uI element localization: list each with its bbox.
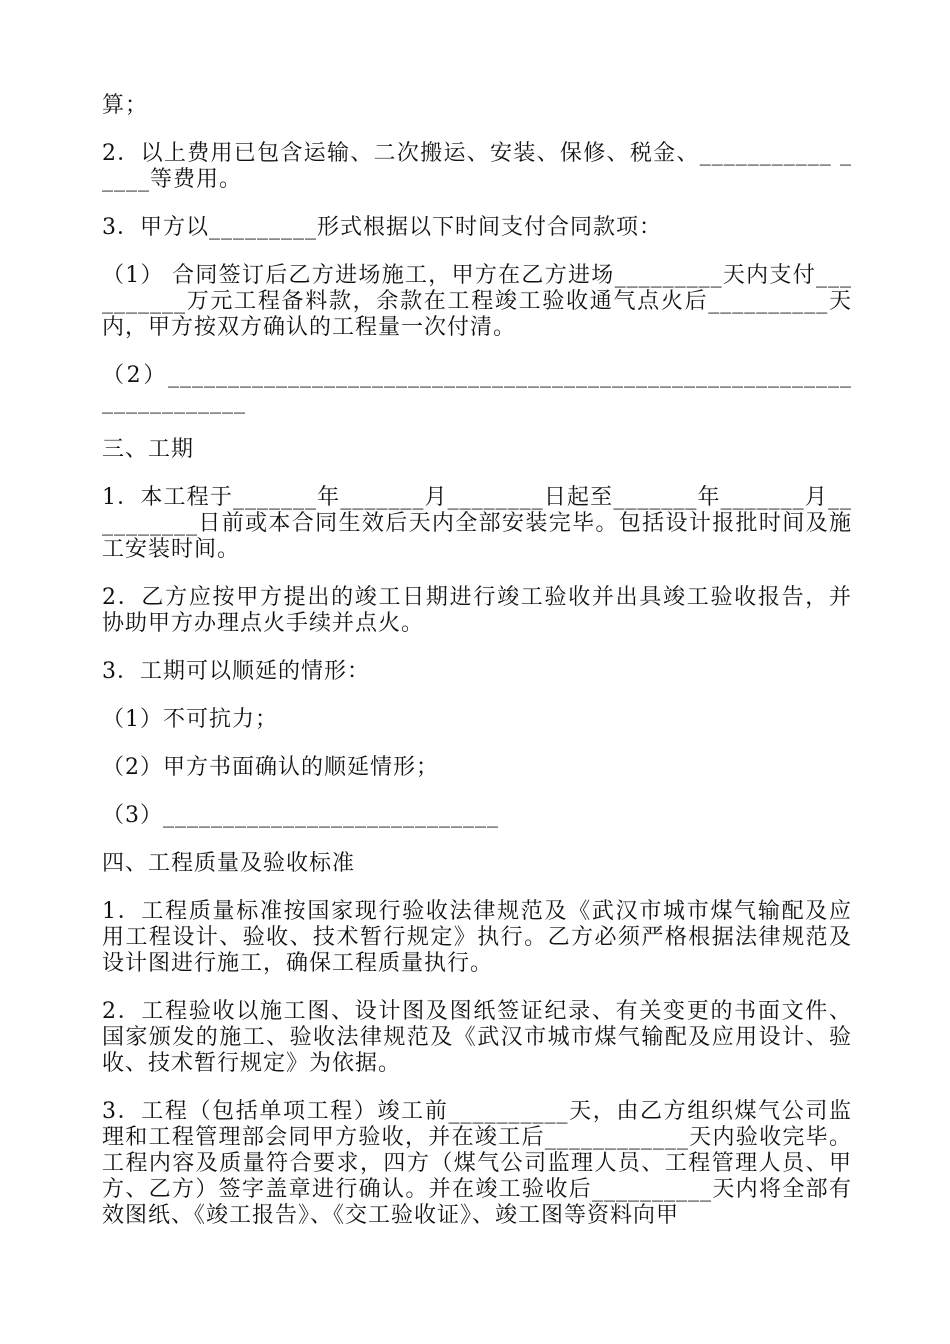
paragraph-quality-basis: 2．工程验收以施工图、设计图及图纸签证纪录、有关变更的书面文件、国家颁发的施工、验收法律规范及《武汉市城市煤气输配及应用设计、验收、技术暂行规定》为依据。 [102, 999, 852, 1076]
paragraph-extension-item-3: （3）____________________________ [102, 803, 499, 828]
paragraph-quality-inspection: 3．工程（包括单项工程）竣工前__________天，由乙方组织煤气公司监理和工程管理部会同甲方验收，并在竣工后____________天内验收完毕。工程内容及质量符合要求，四方（煤气公司监理人员、工程管理人员、甲方、乙方）签字盖章进行确认。并在竣工验收后__________天内将全部有效图纸、《竣工报告》、《交工验收证》、竣工图等资料向甲 [102, 1099, 852, 1228]
paragraph-schedule-extension: 3．工期可以顺延的情形： [102, 659, 370, 684]
paragraph-extension-item-1: （1）不可抗力； [102, 707, 278, 732]
section-heading-quality: 四、工程质量及验收标准 [102, 851, 356, 876]
section-heading-schedule: 三、工期 [102, 437, 195, 462]
paragraph-fee-included: 2．以上费用已包含运输、二次搬运、安装、保修、税金、___________ _____等费用。 [102, 141, 852, 192]
paragraph-quality-standard: 1．工程质量标准按国家现行验收法律规范及《武汉市城市煤气输配及应用工程设计、验收、技术暂行规定》执行。乙方必须严格根据法律规范及设计图进行施工，确保工程质量执行。 [102, 899, 852, 976]
paragraph-schedule-acceptance: 2．乙方应按甲方提出的竣工日期进行竣工验收并出具竣工验收报告，并协助甲方办理点火手续并点火。 [102, 585, 852, 636]
document-page [102, 93, 852, 1251]
paragraph-payment-item-2: （2）_____________________________________________________________________ [102, 363, 852, 414]
paragraph-payment-item-1: （1） 合同签订后乙方进场施工，甲方在乙方进场_________天内支付__________万元工程备料款，余款在工程竣工验收通气点火后__________天内，甲方按双方确认的工程量一次付清。 [102, 263, 852, 340]
paragraph-schedule-dates: 1．本工程于_______年_______月________日起至_______年_______月__________日前或本合同生效后天内全部安装完毕。包括设计报批时间及施工安装时间。 [102, 485, 852, 562]
paragraph-payment-form: 3．甲方以_________形式根据以下时间支付合同款项： [102, 215, 662, 240]
paragraph-extension-item-2: （2）甲方书面确认的顺延情形； [102, 755, 439, 780]
paragraph-fee-tail: 算； [102, 93, 149, 118]
